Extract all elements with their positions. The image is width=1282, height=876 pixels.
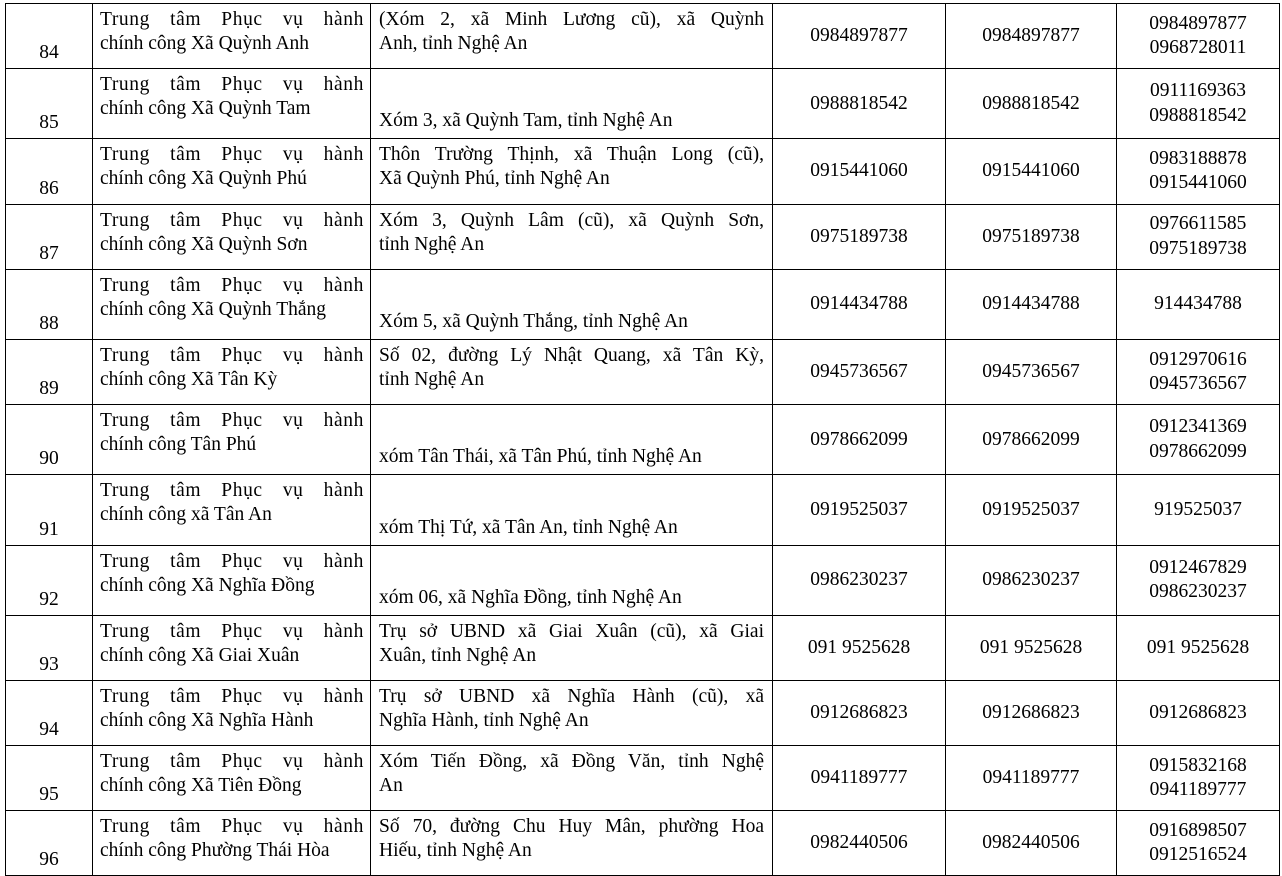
center-name-word: Trung xyxy=(100,74,150,96)
center-name-word: tâm xyxy=(170,74,202,96)
row-number: 88 xyxy=(6,269,93,339)
center-name-word: hành xyxy=(323,550,364,572)
phone-2: 0912686823 xyxy=(946,680,1117,745)
center-name-word: hành xyxy=(323,9,364,30)
phone-number: 0912341369 xyxy=(1149,416,1247,438)
phone-1: 0945736567 xyxy=(773,339,946,404)
center-name-word: vụ xyxy=(282,816,304,838)
phone-number: 0945736567 xyxy=(1149,373,1247,395)
center-name-word: hành xyxy=(323,480,364,502)
center-name-line1 xyxy=(100,209,364,233)
center-name-word: hành xyxy=(323,344,364,366)
phone-number: 0988818542 xyxy=(1149,104,1247,126)
phone-number: 0912686823 xyxy=(1149,701,1247,723)
phone-1: 0986230237 xyxy=(773,545,946,615)
center-name-word: hành xyxy=(323,751,364,773)
center-name-word: tâm xyxy=(170,620,202,642)
phone-3 xyxy=(1117,4,1280,69)
center-name-word: vụ xyxy=(282,274,304,296)
contact-table xyxy=(5,3,1280,876)
center-name xyxy=(93,746,371,811)
phone-3 xyxy=(1117,475,1280,545)
center-name-word: Phục xyxy=(221,480,263,502)
phone-1: 0988818542 xyxy=(773,69,946,139)
address-line: xóm Thị Tứ, xã Tân An, tỉnh Nghệ An xyxy=(379,516,678,538)
center-name-word: tâm xyxy=(170,274,202,296)
phone-2: 0986230237 xyxy=(946,545,1117,615)
center-name-word: Phục xyxy=(221,620,263,642)
center-name-word: Phục xyxy=(221,816,263,838)
phone-1: 0978662099 xyxy=(773,405,946,475)
center-name-word: tâm xyxy=(170,410,202,432)
address xyxy=(371,680,773,745)
center-name-word: Trung xyxy=(100,410,150,432)
center-name-word: Trung xyxy=(100,344,150,366)
phone-number: 0968728011 xyxy=(1149,37,1247,59)
phone-3 xyxy=(1117,339,1280,404)
address xyxy=(371,269,773,339)
center-name-word: tâm xyxy=(170,550,202,572)
center-name-line2: chính công Xã Quỳnh Thắng xyxy=(100,298,327,320)
phone-2: 0945736567 xyxy=(946,339,1117,404)
center-name-line2: chính công xã Tân An xyxy=(100,504,272,526)
table-row xyxy=(6,4,1280,69)
phone-3 xyxy=(1117,405,1280,475)
table-row xyxy=(6,269,1280,339)
center-name xyxy=(93,405,371,475)
center-name-word: Trung xyxy=(100,620,150,642)
row-number: 91 xyxy=(6,475,93,545)
center-name-word: vụ xyxy=(282,550,304,572)
phone-3 xyxy=(1117,615,1280,680)
phone-1: 0984897877 xyxy=(773,4,946,69)
center-name-line2: chính công Xã Quỳnh Sơn xyxy=(100,233,308,255)
row-number: 94 xyxy=(6,680,93,745)
center-name-line1 xyxy=(100,73,364,97)
center-name-word: hành xyxy=(323,274,364,296)
center-name-word: Phục xyxy=(221,344,263,366)
phone-number: 0986230237 xyxy=(1149,581,1247,603)
phone-number: 0911169363 xyxy=(1149,80,1247,102)
center-name xyxy=(93,680,371,745)
center-name-word: vụ xyxy=(282,344,304,366)
center-name-line1 xyxy=(100,550,364,574)
row-number: 84 xyxy=(6,4,93,69)
center-name xyxy=(93,69,371,139)
center-name-word: Phục xyxy=(221,685,263,707)
center-name-word: hành xyxy=(323,209,364,231)
phone-3 xyxy=(1117,811,1280,876)
center-name-line1 xyxy=(100,344,364,368)
phone-1: 0975189738 xyxy=(773,204,946,269)
phone-number: 0916898507 xyxy=(1149,819,1247,841)
center-name-word: hành xyxy=(323,816,364,838)
phone-2: 0978662099 xyxy=(946,405,1117,475)
table-body xyxy=(6,4,1280,876)
phone-2: 0914434788 xyxy=(946,269,1117,339)
address-line: Xóm Tiến Đồng, xã Đồng Văn, tỉnh Nghệ xyxy=(379,751,764,773)
phone-1: 0912686823 xyxy=(773,680,946,745)
phone-1: 0982440506 xyxy=(773,811,946,876)
phone-3 xyxy=(1117,680,1280,745)
center-name xyxy=(93,475,371,545)
phone-number: 0912970616 xyxy=(1149,348,1247,370)
phone-number: 0984897877 xyxy=(1149,12,1247,34)
address xyxy=(371,69,773,139)
address-line: Anh, tỉnh Nghệ An xyxy=(379,33,528,54)
center-name-line2: chính công Xã Tân Kỳ xyxy=(100,368,278,390)
address-line: xóm 06, xã Nghĩa Đồng, tỉnh Nghệ An xyxy=(379,586,682,608)
table-row xyxy=(6,680,1280,745)
table-row xyxy=(6,545,1280,615)
phone-1: 0914434788 xyxy=(773,269,946,339)
address-line: Trụ sở UBND xã Nghĩa Hành (cũ), xã xyxy=(379,685,764,707)
address-line: Trụ sở UBND xã Giai Xuân (cũ), xã Giai xyxy=(379,620,764,642)
center-name-line1 xyxy=(100,409,364,433)
center-name-word: Trung xyxy=(100,144,150,166)
center-name-word: hành xyxy=(323,144,364,166)
address-line: Xã Quỳnh Phú, tỉnh Nghệ An xyxy=(379,168,610,190)
row-number: 95 xyxy=(6,746,93,811)
phone-number: 091 9525628 xyxy=(1146,636,1250,658)
center-name-word: Trung xyxy=(100,751,150,773)
center-name-line1 xyxy=(100,815,364,839)
center-name-word: Phục xyxy=(221,74,263,96)
center-name-word: Phục xyxy=(221,410,263,432)
center-name-word: Phục xyxy=(221,209,263,231)
phone-1: 091 9525628 xyxy=(773,615,946,680)
table-row xyxy=(6,204,1280,269)
center-name-word: vụ xyxy=(282,751,304,773)
phone-number: 0941189777 xyxy=(1149,779,1247,801)
phone-3 xyxy=(1117,139,1280,204)
address-line: Thôn Trường Thịnh, xã Thuận Long (cũ), xyxy=(379,144,764,166)
center-name-line2: chính công Xã Tiên Đồng xyxy=(100,775,302,797)
address-line: An xyxy=(379,775,403,797)
center-name-line2: chính công Xã Nghĩa Đồng xyxy=(100,574,315,596)
center-name-word: hành xyxy=(323,410,364,432)
center-name-line2: chính công Xã Quỳnh Tam xyxy=(100,98,311,120)
phone-3 xyxy=(1117,746,1280,811)
phone-number: 0983188878 xyxy=(1149,147,1247,169)
phone-2: 0915441060 xyxy=(946,139,1117,204)
center-name-word: tâm xyxy=(170,816,202,838)
center-name-line2: chính công Tân Phú xyxy=(100,434,257,456)
center-name-line1 xyxy=(100,750,364,774)
center-name-word: Phục xyxy=(221,144,263,166)
center-name-word: tâm xyxy=(170,9,202,30)
center-name-word: Trung xyxy=(100,816,150,838)
phone-2: 0941189777 xyxy=(946,746,1117,811)
center-name-line2: chính công Xã Quỳnh Anh xyxy=(100,33,310,54)
phone-1: 0919525037 xyxy=(773,475,946,545)
center-name-line1 xyxy=(100,8,364,32)
phone-number: 0912516524 xyxy=(1149,844,1247,866)
center-name-word: hành xyxy=(323,620,364,642)
center-name-word: hành xyxy=(323,74,364,96)
address-line: tỉnh Nghệ An xyxy=(379,368,485,390)
phone-number: 0975189738 xyxy=(1149,237,1247,259)
center-name-word: vụ xyxy=(282,410,304,432)
phone-number: 0976611585 xyxy=(1149,213,1247,235)
address xyxy=(371,339,773,404)
address-line: Số 70, đường Chu Huy Mân, phường Hoa xyxy=(379,816,764,838)
phone-3 xyxy=(1117,69,1280,139)
address-line: Xóm 3, Quỳnh Lâm (cũ), xã Quỳnh Sơn, xyxy=(379,209,764,231)
table-row xyxy=(6,339,1280,404)
address xyxy=(371,811,773,876)
phone-number: 914434788 xyxy=(1154,293,1242,315)
center-name xyxy=(93,545,371,615)
row-number: 96 xyxy=(6,811,93,876)
row-number: 93 xyxy=(6,615,93,680)
center-name-word: tâm xyxy=(170,685,202,707)
address-line: Xóm 3, xã Quỳnh Tam, tỉnh Nghệ An xyxy=(379,110,673,132)
phone-1: 0915441060 xyxy=(773,139,946,204)
table-row xyxy=(6,746,1280,811)
phone-number: 0912467829 xyxy=(1149,556,1247,578)
table-row xyxy=(6,69,1280,139)
center-name xyxy=(93,204,371,269)
center-name xyxy=(93,139,371,204)
address xyxy=(371,405,773,475)
address xyxy=(371,4,773,69)
address xyxy=(371,475,773,545)
center-name-word: Trung xyxy=(100,9,150,30)
center-name-word: vụ xyxy=(282,9,304,30)
phone-number: 0915832168 xyxy=(1149,754,1247,776)
center-name-word: Phục xyxy=(221,550,263,572)
table-row xyxy=(6,405,1280,475)
center-name-word: Trung xyxy=(100,480,150,502)
phone-2: 0919525037 xyxy=(946,475,1117,545)
center-name-word: tâm xyxy=(170,144,202,166)
address-line: Nghĩa Hành, tỉnh Nghệ An xyxy=(379,709,589,731)
center-name-word: tâm xyxy=(170,751,202,773)
row-number: 89 xyxy=(6,339,93,404)
center-name-line1 xyxy=(100,143,364,167)
center-name-line1 xyxy=(100,685,364,709)
center-name xyxy=(93,339,371,404)
center-name-line2: chính công Xã Quỳnh Phú xyxy=(100,168,307,190)
table-row xyxy=(6,139,1280,204)
center-name-word: vụ xyxy=(282,685,304,707)
row-number: 85 xyxy=(6,69,93,139)
center-name xyxy=(93,615,371,680)
phone-2: 091 9525628 xyxy=(946,615,1117,680)
center-name-word: Trung xyxy=(100,274,150,296)
address-line: tỉnh Nghệ An xyxy=(379,233,485,255)
center-name xyxy=(93,269,371,339)
center-name-word: vụ xyxy=(282,74,304,96)
address xyxy=(371,746,773,811)
center-name xyxy=(93,811,371,876)
center-name-word: tâm xyxy=(170,480,202,502)
center-name-word: Trung xyxy=(100,209,150,231)
center-name-word: vụ xyxy=(282,144,304,166)
center-name-word: vụ xyxy=(282,620,304,642)
table-row xyxy=(6,811,1280,876)
phone-2: 0988818542 xyxy=(946,69,1117,139)
center-name-line1 xyxy=(100,620,364,644)
center-name-line1 xyxy=(100,274,364,298)
center-name-line1 xyxy=(100,479,364,503)
center-name-word: Phục xyxy=(221,751,263,773)
center-name-word: Trung xyxy=(100,685,150,707)
address xyxy=(371,139,773,204)
address-line: (Xóm 2, xã Minh Lương cũ), xã Quỳnh xyxy=(379,9,764,30)
phone-2: 0984897877 xyxy=(946,4,1117,69)
center-name-word: Trung xyxy=(100,550,150,572)
center-name-word: tâm xyxy=(170,344,202,366)
address-line: Hiếu, tỉnh Nghệ An xyxy=(379,840,532,862)
phone-1: 0941189777 xyxy=(773,746,946,811)
center-name-line2: chính công Xã Giai Xuân xyxy=(100,644,300,666)
phone-2: 0975189738 xyxy=(946,204,1117,269)
phone-3 xyxy=(1117,269,1280,339)
address-line: xóm Tân Thái, xã Tân Phú, tỉnh Nghệ An xyxy=(379,446,702,468)
address-line: Xóm 5, xã Quỳnh Thắng, tỉnh Nghệ An xyxy=(379,310,688,332)
center-name-line2: chính công Xã Nghĩa Hành xyxy=(100,709,314,731)
phone-number: 0978662099 xyxy=(1149,440,1247,462)
center-name-word: vụ xyxy=(282,209,304,231)
phone-3 xyxy=(1117,545,1280,615)
address xyxy=(371,545,773,615)
row-number: 87 xyxy=(6,204,93,269)
table-row xyxy=(6,475,1280,545)
address xyxy=(371,615,773,680)
center-name-word: hành xyxy=(323,685,364,707)
address-line: Xuân, tỉnh Nghệ An xyxy=(379,644,537,666)
center-name xyxy=(93,4,371,69)
center-name-line2: chính công Phường Thái Hòa xyxy=(100,840,330,862)
phone-3 xyxy=(1117,204,1280,269)
phone-number: 919525037 xyxy=(1154,498,1242,520)
center-name-word: vụ xyxy=(282,480,304,502)
phone-number: 0915441060 xyxy=(1149,172,1247,194)
address-line: Số 02, đường Lý Nhật Quang, xã Tân Kỳ, xyxy=(379,344,764,366)
row-number: 86 xyxy=(6,139,93,204)
center-name-word: Phục xyxy=(221,9,263,30)
center-name-word: tâm xyxy=(170,209,202,231)
row-number: 92 xyxy=(6,545,93,615)
row-number: 90 xyxy=(6,405,93,475)
table-row xyxy=(6,615,1280,680)
phone-2: 0982440506 xyxy=(946,811,1117,876)
address xyxy=(371,204,773,269)
center-name-word: Phục xyxy=(221,274,263,296)
